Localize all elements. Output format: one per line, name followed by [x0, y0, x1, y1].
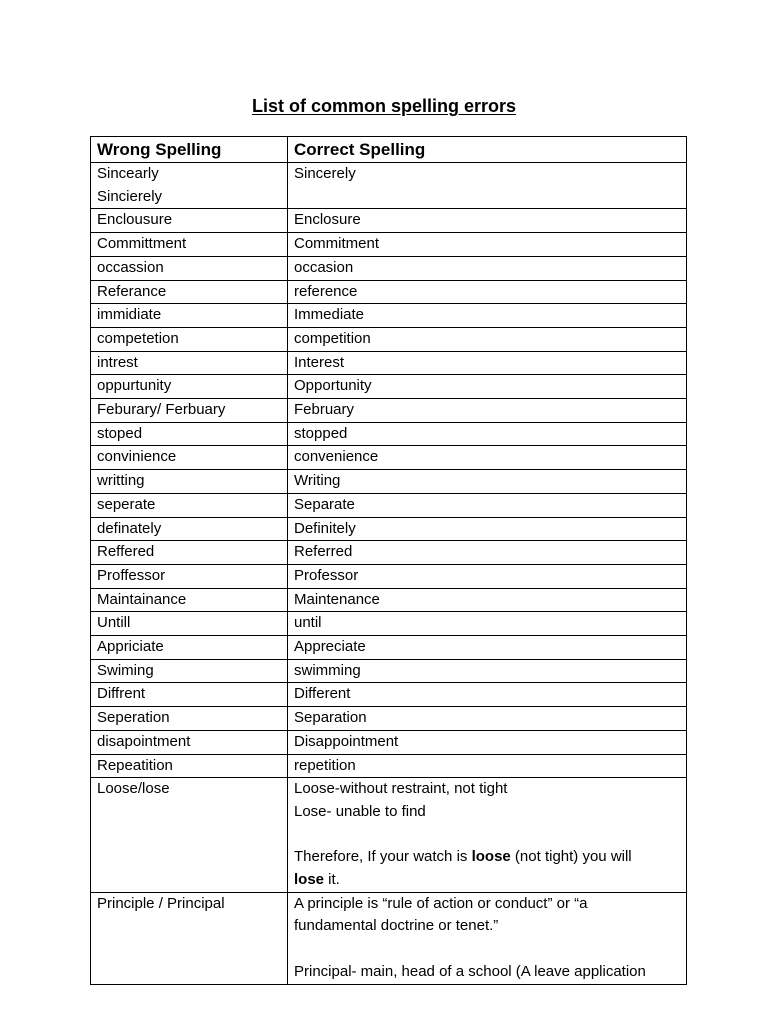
table-row — [91, 256, 687, 280]
correct-word: Enclosure — [294, 211, 361, 229]
correct-word: swimming — [294, 661, 361, 679]
correct-cell — [288, 636, 687, 660]
correct-cell — [288, 470, 687, 494]
wrong-word: Seperation — [97, 709, 170, 727]
correct-word: February — [294, 401, 355, 419]
table-header-row — [91, 137, 687, 163]
wrong-cell — [91, 892, 288, 984]
wrong-cell — [91, 351, 288, 375]
table-row — [91, 470, 687, 494]
wrong-cell — [91, 399, 288, 423]
correct-word: Definitely — [294, 519, 356, 537]
correct-word: Opportunity — [294, 377, 372, 395]
wrong-cell — [91, 659, 288, 683]
wrong-cell — [91, 446, 288, 470]
table-row — [91, 541, 687, 565]
table-row — [91, 375, 687, 399]
wrong-cell — [91, 588, 288, 612]
correct-cell — [288, 422, 687, 446]
table-row — [91, 399, 687, 423]
correct-cell — [288, 517, 687, 541]
table-row — [91, 754, 687, 778]
wrong-word: Appriciate — [97, 638, 164, 656]
correct-cell — [288, 351, 687, 375]
table-row — [91, 304, 687, 328]
wrong-word: convinience — [97, 448, 177, 466]
correct-cell — [288, 446, 687, 470]
wrong-cell — [91, 754, 288, 778]
wrong-word: Referance — [97, 282, 167, 300]
correct-cell — [288, 233, 687, 257]
wrong-word: Enclousure — [97, 211, 173, 229]
correct-word: repetition — [294, 756, 356, 774]
definition-line: A principle is “rule of action or conduct” or “a — [294, 894, 588, 912]
wrong-word: Sincierely — [97, 187, 163, 205]
correct-word: Referred — [294, 543, 353, 561]
correct-cell — [288, 683, 687, 707]
blank-line — [294, 824, 680, 847]
correct-cell — [288, 493, 687, 517]
wrong-word: intrest — [97, 353, 138, 371]
correct-word: Commitment — [294, 235, 380, 253]
wrong-word: Swiming — [97, 661, 154, 679]
wrong-cell — [91, 375, 288, 399]
table-row — [91, 446, 687, 470]
example-bold-word: lose — [294, 871, 325, 889]
wrong-cell — [91, 256, 288, 280]
wrong-word: Maintainance — [97, 590, 187, 608]
correct-word: Immediate — [294, 306, 365, 324]
correct-word: Separation — [294, 709, 367, 727]
wrong-cell — [91, 327, 288, 351]
spelling-table — [90, 136, 687, 985]
table-row — [91, 280, 687, 304]
correct-cell — [288, 754, 687, 778]
correct-cell — [288, 730, 687, 754]
correct-cell — [288, 541, 687, 565]
definition-line: Lose- unable to find — [294, 802, 426, 820]
correct-word: occasion — [294, 258, 354, 276]
wrong-word: disapointment — [97, 732, 191, 750]
wrong-cell — [91, 612, 288, 636]
wrong-word: Diffrent — [97, 685, 146, 703]
wrong-word: Proffessor — [97, 566, 166, 584]
table-row — [91, 564, 687, 588]
correct-cell — [288, 659, 687, 683]
wrong-cell — [91, 422, 288, 446]
correct-cell — [288, 612, 687, 636]
correct-cell — [288, 280, 687, 304]
correct-cell — [288, 375, 687, 399]
wrong-word: Reffered — [97, 543, 155, 561]
table-row — [91, 163, 687, 209]
wrong-cell — [91, 778, 288, 893]
table-row — [91, 707, 687, 731]
wrong-word: oppurtunity — [97, 377, 172, 395]
wrong-cell — [91, 683, 288, 707]
correct-word: Sincerely — [294, 165, 356, 182]
wrong-word: Repeatition — [97, 756, 173, 774]
blank-line — [294, 938, 680, 961]
wrong-word: Principle / Principal — [97, 894, 225, 912]
correct-cell — [288, 327, 687, 351]
table-row — [91, 327, 687, 351]
correct-cell — [288, 399, 687, 423]
wrong-cell — [91, 163, 288, 209]
correct-word: Interest — [294, 353, 345, 371]
table-row — [91, 422, 687, 446]
example-text: Therefore, If your watch is — [294, 848, 472, 866]
table-row — [91, 659, 687, 683]
correct-cell — [288, 209, 687, 233]
wrong-cell — [91, 209, 288, 233]
correct-cell — [288, 564, 687, 588]
table-row — [91, 612, 687, 636]
table-row-principle — [91, 892, 687, 984]
definition-line: fundamental doctrine or tenet.” — [294, 917, 499, 935]
wrong-word: Loose/lose — [97, 780, 170, 798]
wrong-cell — [91, 517, 288, 541]
table-row — [91, 493, 687, 517]
wrong-word: definately — [97, 519, 162, 537]
table-row — [91, 209, 687, 233]
correct-word: convenience — [294, 448, 379, 466]
correct-word: reference — [294, 282, 358, 300]
correct-cell — [288, 256, 687, 280]
table-body-long-entries — [91, 778, 687, 984]
wrong-cell — [91, 493, 288, 517]
correct-word: Appreciate — [294, 638, 366, 656]
correct-cell — [288, 304, 687, 328]
table-row — [91, 636, 687, 660]
wrong-cell — [91, 541, 288, 565]
wrong-cell — [91, 730, 288, 754]
header-correct-spelling: Correct Spelling — [288, 137, 687, 163]
table-row — [91, 730, 687, 754]
table-row-loose-lose — [91, 778, 687, 893]
correct-cell — [288, 588, 687, 612]
correct-cell — [288, 778, 687, 893]
wrong-word: Untill — [97, 614, 131, 632]
wrong-cell — [91, 564, 288, 588]
example-bold-word: loose — [471, 848, 511, 866]
table-body — [91, 163, 687, 778]
correct-word: Disappointment — [294, 732, 399, 750]
correct-word: Professor — [294, 566, 359, 584]
wrong-cell — [91, 304, 288, 328]
correct-cell — [288, 163, 687, 209]
wrong-cell — [91, 636, 288, 660]
table-row — [91, 588, 687, 612]
wrong-word: stoped — [97, 424, 143, 442]
correct-cell — [288, 707, 687, 731]
definition-line: Principal- main, head of a school (A leave application — [294, 962, 646, 980]
correct-word: until — [294, 614, 322, 632]
correct-word: stopped — [294, 424, 348, 442]
header-wrong-spelling: Wrong Spelling — [91, 137, 288, 163]
wrong-cell — [91, 280, 288, 304]
example-line — [294, 869, 680, 892]
wrong-word: Feburary/ Ferbuary — [97, 401, 226, 419]
page-title: List of common spelling errors — [251, 96, 517, 116]
correct-word: Writing — [294, 472, 341, 490]
wrong-word: immidiate — [97, 306, 162, 324]
table-row — [91, 517, 687, 541]
wrong-word: Committment — [97, 235, 187, 253]
correct-word: Different — [294, 685, 351, 703]
wrong-cell — [91, 470, 288, 494]
table-row — [91, 683, 687, 707]
wrong-word: seperate — [97, 495, 156, 513]
correct-word: competition — [294, 329, 371, 347]
wrong-word: Sincearly — [97, 165, 159, 182]
wrong-word: competetion — [97, 329, 179, 347]
table-row — [91, 233, 687, 257]
definition-line: Loose-without restraint, not tight — [294, 780, 508, 798]
correct-word: Separate — [294, 495, 355, 513]
wrong-word: occassion — [97, 258, 164, 276]
example-text: (not tight) you will — [510, 848, 632, 866]
correct-cell — [288, 892, 687, 984]
example-text: it. — [324, 871, 340, 889]
table-row — [91, 351, 687, 375]
example-line — [294, 846, 680, 869]
correct-word: Maintenance — [294, 590, 380, 608]
wrong-cell — [91, 233, 288, 257]
wrong-cell — [91, 707, 288, 731]
wrong-word: writting — [97, 472, 145, 490]
